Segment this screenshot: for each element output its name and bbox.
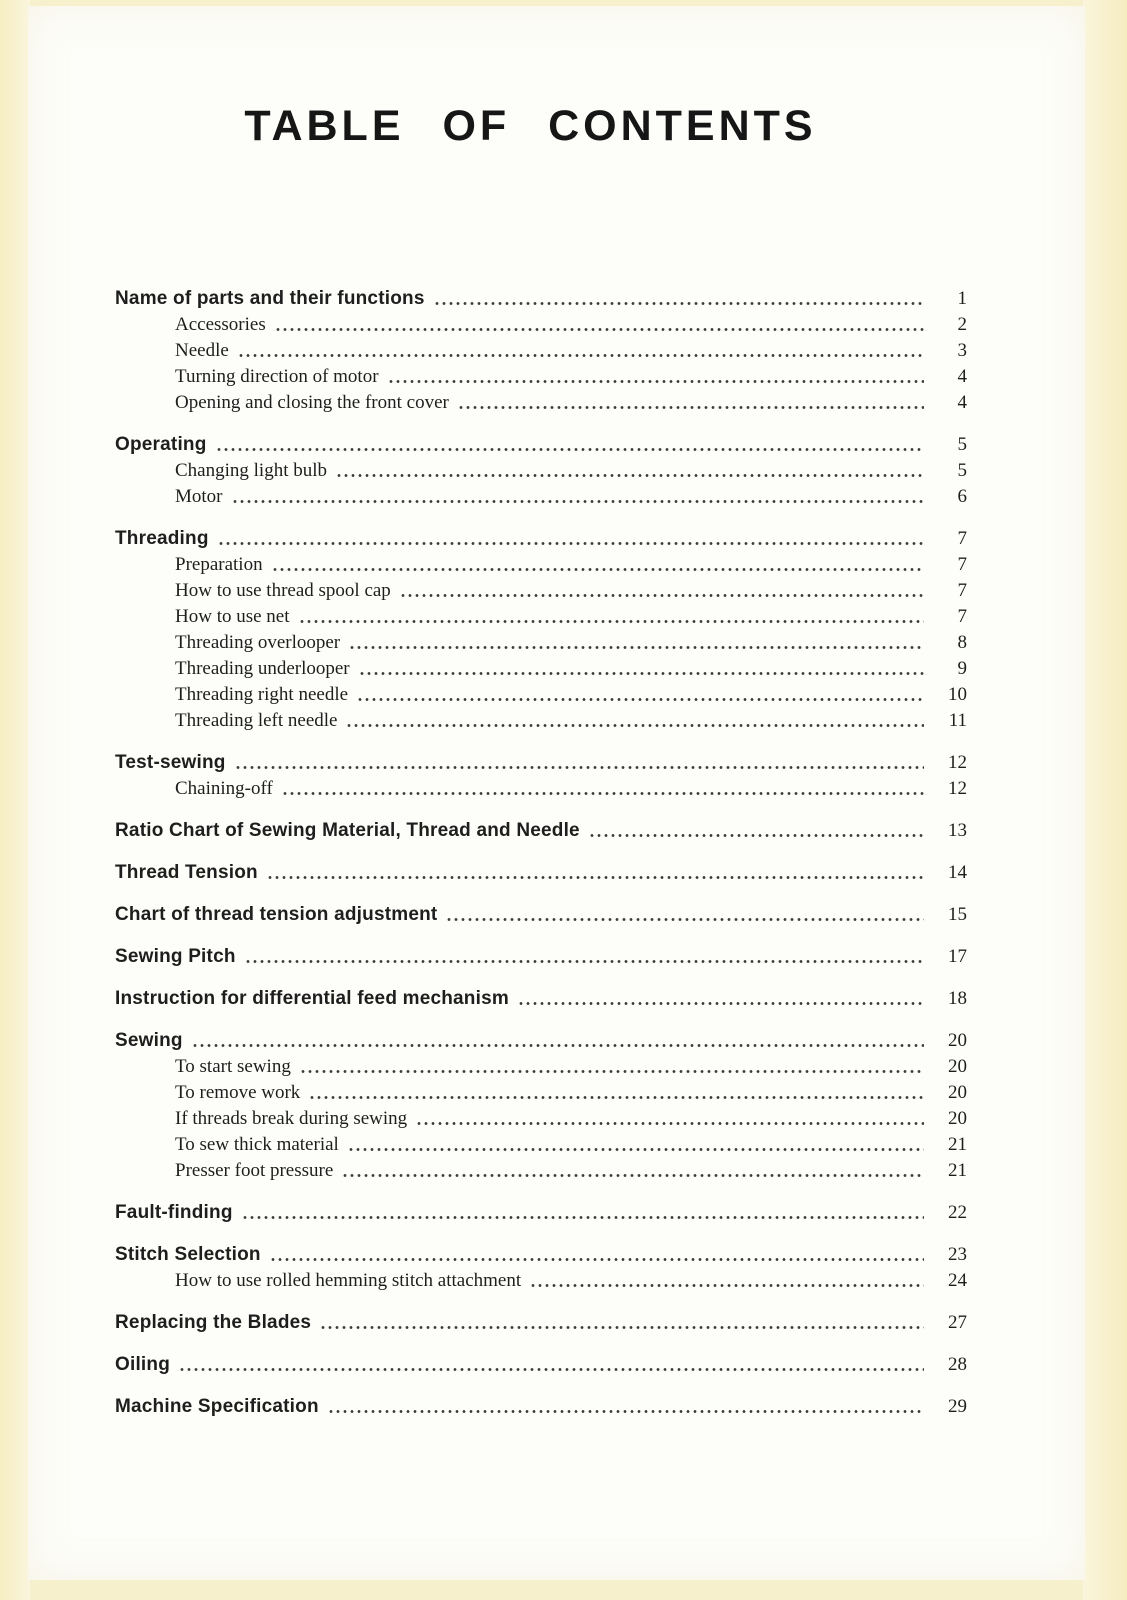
dot-leader xyxy=(310,1095,924,1100)
toc-entry-label: If threads break during sewing xyxy=(175,1108,408,1129)
dot-leader xyxy=(276,327,924,332)
toc-entry xyxy=(115,750,967,776)
toc-entry xyxy=(115,390,967,416)
dot-leader xyxy=(271,1257,924,1262)
toc-entry-label: To sew thick material xyxy=(175,1134,339,1155)
toc-entry xyxy=(115,986,967,1012)
dot-leader xyxy=(180,1367,924,1372)
dot-leader xyxy=(358,697,924,702)
toc-entry-page: 27 xyxy=(948,1312,967,1333)
toc-entry-label: Preparation xyxy=(175,554,263,575)
toc-entry-label: Threading right needle xyxy=(175,684,349,705)
toc-entry xyxy=(115,1242,967,1268)
dot-leader xyxy=(243,1215,924,1220)
toc-entry xyxy=(115,364,967,390)
toc-entry-label: Needle xyxy=(175,340,229,361)
toc-entry-page: 15 xyxy=(948,904,967,925)
toc-entry-label: How to use rolled hemming stitch attachment xyxy=(175,1270,522,1291)
toc-entry-label: Accessories xyxy=(175,314,266,335)
dot-leader xyxy=(236,765,924,770)
toc-entry-label: Test-sewing xyxy=(115,752,226,773)
dot-leader xyxy=(389,379,924,384)
dot-leader xyxy=(347,723,924,728)
toc-entry xyxy=(115,552,967,578)
toc-entry xyxy=(115,902,967,928)
toc-entry-page: 7 xyxy=(957,528,967,549)
dot-leader xyxy=(301,1069,924,1074)
toc-entry xyxy=(115,1394,967,1420)
toc-entry-label: Threading underlooper xyxy=(175,658,350,679)
toc-entry-label: Motor xyxy=(175,486,223,507)
toc-entry-label: Chart of thread tension adjustment xyxy=(115,904,438,925)
dot-leader xyxy=(401,593,924,598)
toc-entry xyxy=(115,776,967,802)
toc-entry xyxy=(115,1268,967,1294)
toc-entry-page: 5 xyxy=(957,460,967,481)
toc-entry-label: To start sewing xyxy=(175,1056,291,1077)
toc-entry xyxy=(115,860,967,886)
toc-entry xyxy=(115,1352,967,1378)
dot-leader xyxy=(329,1409,924,1414)
toc-entry-label: Operating xyxy=(115,434,207,455)
toc-entry-page: 17 xyxy=(948,946,967,967)
toc-entry-page: 21 xyxy=(948,1134,967,1155)
toc-entry-page: 14 xyxy=(948,862,967,883)
toc-entry-page: 10 xyxy=(948,684,967,705)
toc-entry xyxy=(115,682,967,708)
toc-entry xyxy=(115,1028,967,1054)
toc-entry xyxy=(115,708,967,734)
toc-entry-page: 20 xyxy=(948,1030,967,1051)
toc-entry xyxy=(115,286,967,312)
toc-entry-page: 4 xyxy=(957,366,967,387)
dot-leader xyxy=(217,447,924,452)
toc-entry xyxy=(115,1310,967,1336)
scan-edge-left xyxy=(0,0,30,1600)
toc-entry xyxy=(115,818,967,844)
toc-entry-label: How to use thread spool cap xyxy=(175,580,391,601)
toc-entry-label: Fault-finding xyxy=(115,1202,233,1223)
dot-leader xyxy=(233,499,925,504)
toc-entry-label: Thread Tension xyxy=(115,862,258,883)
dot-leader xyxy=(343,1173,924,1178)
dot-leader xyxy=(246,959,924,964)
toc-entry-page: 28 xyxy=(948,1354,967,1375)
toc-entry-page: 12 xyxy=(948,778,967,799)
toc-entry xyxy=(115,604,967,630)
toc-entry xyxy=(115,1106,967,1132)
toc-entry-page: 23 xyxy=(948,1244,967,1265)
toc-entry-page: 11 xyxy=(948,710,967,731)
toc-entry-label: Threading overlooper xyxy=(175,632,341,653)
dot-leader xyxy=(447,917,924,922)
toc-entry-label: Oiling xyxy=(115,1354,171,1375)
toc-entry-label: Machine Specification xyxy=(115,1396,319,1417)
toc-entry-label: Changing light bulb xyxy=(175,460,327,481)
toc-entry-page: 29 xyxy=(948,1396,967,1417)
toc-entry xyxy=(115,312,967,338)
scan-edge-right xyxy=(1083,0,1127,1600)
toc-entry-page: 22 xyxy=(948,1202,967,1223)
toc-entry xyxy=(115,1054,967,1080)
toc-entry-label: Sewing Pitch xyxy=(115,946,236,967)
toc-entry xyxy=(115,1132,967,1158)
toc-entry xyxy=(115,484,967,510)
toc-entry-page: 5 xyxy=(957,434,967,455)
dot-leader xyxy=(350,645,924,650)
toc-entry xyxy=(115,630,967,656)
dot-leader xyxy=(519,1001,924,1006)
dot-leader xyxy=(321,1325,924,1330)
toc-list xyxy=(115,286,967,1420)
toc-entry-page: 24 xyxy=(948,1270,967,1291)
dot-leader xyxy=(435,301,924,306)
toc-entry-page: 7 xyxy=(957,554,967,575)
dot-leader xyxy=(417,1121,924,1126)
toc-entry-page: 2 xyxy=(957,314,967,335)
toc-entry-label: Name of parts and their functions xyxy=(115,288,425,309)
toc-entry-label: Sewing xyxy=(115,1030,183,1051)
toc-entry-label: Opening and closing the front cover xyxy=(175,392,449,413)
toc-entry-page: 8 xyxy=(957,632,967,653)
dot-leader xyxy=(239,353,924,358)
toc-entry-label: Turning direction of motor xyxy=(175,366,379,387)
toc-entry-label: To remove work xyxy=(175,1082,301,1103)
toc-entry xyxy=(115,944,967,970)
toc-entry-page: 20 xyxy=(948,1108,967,1129)
toc-entry-page: 18 xyxy=(948,988,967,1009)
toc-entry xyxy=(115,1158,967,1184)
dot-leader xyxy=(360,671,924,676)
toc-entry-page: 20 xyxy=(948,1056,967,1077)
dot-leader xyxy=(349,1147,924,1152)
toc-entry xyxy=(115,526,967,552)
dot-leader xyxy=(193,1043,924,1048)
dot-leader xyxy=(273,567,924,572)
toc-entry-page: 20 xyxy=(948,1082,967,1103)
toc-entry-page: 12 xyxy=(948,752,967,773)
dot-leader xyxy=(283,791,924,796)
toc-entry-page: 4 xyxy=(957,392,967,413)
toc-entry-page: 9 xyxy=(957,658,967,679)
toc-entry-page: 7 xyxy=(957,606,967,627)
toc-entry xyxy=(115,1080,967,1106)
dot-leader xyxy=(268,875,924,880)
dot-leader xyxy=(300,619,924,624)
toc-entry-page: 21 xyxy=(948,1160,967,1181)
toc-entry-page: 13 xyxy=(948,820,967,841)
toc-entry-page: 1 xyxy=(957,288,967,309)
toc-entry-label: Instruction for differential feed mechanism xyxy=(115,988,509,1009)
toc-entry-label: How to use net xyxy=(175,606,290,627)
dot-leader xyxy=(459,405,924,410)
toc-entry xyxy=(115,338,967,364)
toc-entry-label: Presser foot pressure xyxy=(175,1160,334,1181)
toc-entry-page: 3 xyxy=(957,340,967,361)
document-page xyxy=(28,6,1085,1580)
toc-entry xyxy=(115,578,967,604)
toc-entry-label: Ratio Chart of Sewing Material, Thread and Needle xyxy=(115,820,580,841)
toc-entry xyxy=(115,1200,967,1226)
scan-edge-bottom xyxy=(0,1578,1127,1600)
dot-leader xyxy=(219,541,924,546)
toc-entry xyxy=(115,656,967,682)
toc-entry xyxy=(115,458,967,484)
dot-leader xyxy=(531,1283,924,1288)
toc-entry-label: Stitch Selection xyxy=(115,1244,261,1265)
toc-entry-page: 7 xyxy=(957,580,967,601)
toc-entry-label: Threading left needle xyxy=(175,710,338,731)
toc-entry-label: Replacing the Blades xyxy=(115,1312,312,1333)
toc-entry-page: 6 xyxy=(957,486,967,507)
dot-leader xyxy=(337,473,924,478)
page-title: TABLE OF CONTENTS xyxy=(244,102,817,150)
toc-entry-label: Chaining-off xyxy=(175,778,273,799)
toc-entry-label: Threading xyxy=(115,528,209,549)
dot-leader xyxy=(590,833,924,838)
toc-entry xyxy=(115,432,967,458)
